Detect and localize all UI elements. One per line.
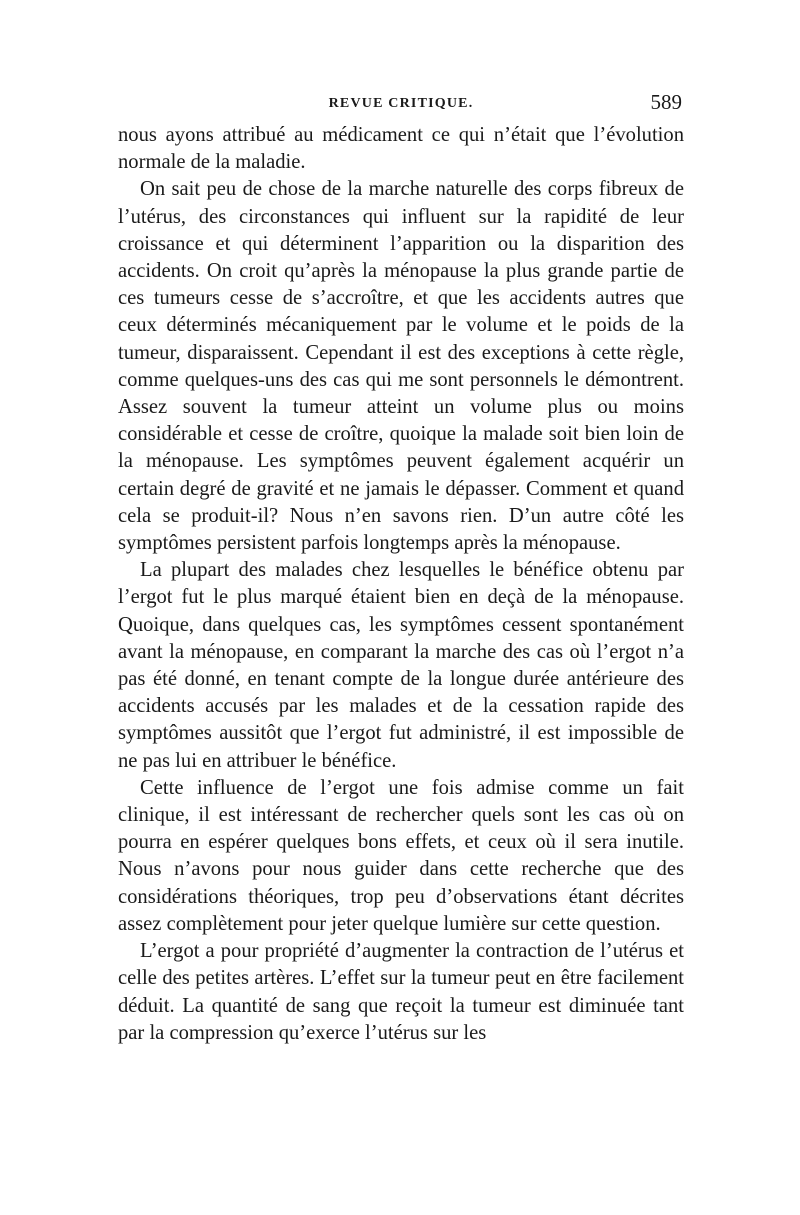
page-number: 589	[650, 90, 682, 114]
running-header	[118, 88, 684, 122]
paragraph: Cette influence de l’ergot une fois admise comme un fait clinique, il est intéressant de rechercher quels sont les cas où on pourra en espérer quelques bons effets, et ceux où il sera inutile. Nous n’avons pour nous guider dans cette recherche que des considérations théoriques, trop peu d’observations étant décrites assez complètement pour jeter quelque lumière sur cette question.	[118, 776, 684, 935]
paragraph-continuation: nous ayons attribué au médicament ce qui n’était que l’évolution normale de la maladie.	[118, 124, 684, 174]
paragraph: L’ergot a pour propriété d’augmenter la contraction de l’utérus et celle des petites artères. L’effet sur la tumeur peut en être facilement déduit. La quantité de sang que reçoit la tumeur est diminuée tant par la compression qu’exerce l’utérus sur les	[118, 940, 684, 1044]
body-text	[118, 122, 684, 1047]
paragraph: On sait peu de chose de la marche naturelle des corps fibreux de l’utérus, des circonstances qui influent sur la rapidité de leur croissance et qui déterminent l’apparition ou la disparition des accidents. On croit qu’après la ménopause la plus grande partie de ces tumeurs cesse de s’accroître, et que les accidents autres que ceux déterminés mécaniquement par le volume et le poids de la tumeur, disparaissent. Cependant il est des exceptions à cette règle, comme quelques-uns des cas qui me sont personnels le démontrent. Assez souvent la tumeur atteint un volume plus ou moins considérable et cesse de croître, quoique la malade soit bien loin de la ménopause. Les symptômes peuvent également acquérir un certain degré de gravité et ne jamais le dépasser. Comment et quand cela se produit-il? Nous n’en savons rien. D’un autre côté les symptômes persistent parfois longtemps après la ménopause.	[118, 178, 684, 555]
running-title: REVUE CRITIQUE.	[328, 96, 474, 111]
book-page	[118, 88, 684, 1047]
paragraph: La plupart des malades chez lesquelles le bénéfice obtenu par l’ergot fut le plus marqué étaient bien en deçà de la ménopause. Quoique, dans quelques cas, les symptômes cessent spontanément avant la ménopause, en comparant la marche des cas où l’ergot n’a pas été donné, en tenant compte de la longue durée antérieure des accidents accusés par les malades et de la cessation rapide des symptômes aussitôt que l’ergot fut administré, il est impossible de ne pas lui en attribuer le bénéfice.	[118, 559, 684, 772]
